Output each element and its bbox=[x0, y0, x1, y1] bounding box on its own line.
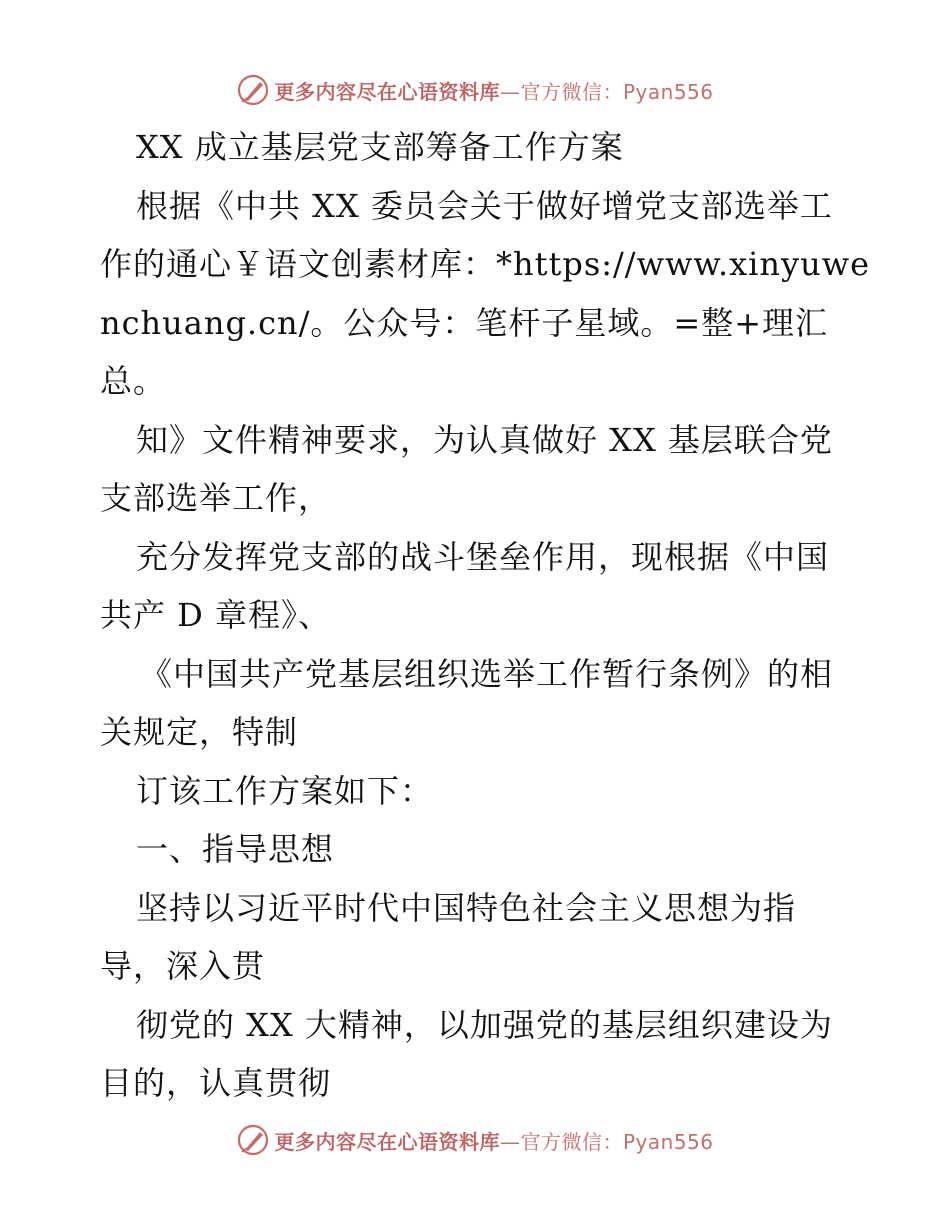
document-body bbox=[100, 118, 871, 1113]
doc-line: 目的，认真贯彻 bbox=[100, 1064, 332, 1102]
section-heading: 一、指导思想 bbox=[136, 830, 335, 868]
banner-text bbox=[274, 76, 713, 105]
doc-line: 共产 D 章程》、 bbox=[100, 596, 332, 634]
banner-lead-text: 更多内容尽在心语资料库 bbox=[274, 1129, 500, 1154]
doc-title: XX 成立基层党支部筹备工作方案 bbox=[136, 128, 624, 166]
doc-line: 支部选举工作， bbox=[100, 479, 332, 517]
doc-line: 作的通心￥语文创素材库：*https://www.xinyuwe bbox=[100, 245, 871, 283]
doc-line: 彻党的 XX 大精神，以加强党的基层组织建设为 bbox=[136, 1005, 833, 1044]
doc-line: 充分发挥党支部的战斗堡垒作用，现根据《中国 bbox=[136, 537, 830, 576]
banner-account: Pyan556 bbox=[622, 79, 714, 104]
header-watermark-banner bbox=[0, 70, 950, 110]
banner-official-label: 官方微信： bbox=[520, 79, 623, 104]
doc-line: 根据《中共 XX 委员会关于做好增党支部选举工 bbox=[136, 186, 833, 225]
doc-line: 订该工作方案如下： bbox=[136, 771, 434, 810]
doc-line: nchuang.cn/。公众号：笔杆子星域。=整+理汇 bbox=[100, 303, 829, 342]
quill-pen-logo-icon bbox=[236, 73, 270, 107]
banner-text bbox=[274, 1126, 713, 1155]
banner-official-label: 官方微信： bbox=[520, 1129, 623, 1154]
banner-lead-text: 更多内容尽在心语资料库 bbox=[274, 79, 500, 104]
doc-line: 导，深入贯 bbox=[100, 947, 266, 985]
banner-account: Pyan556 bbox=[622, 1129, 714, 1154]
doc-line: 《中国共产党基层组织选举工作暂行条例》的相 bbox=[140, 654, 834, 693]
doc-line: 总。 bbox=[100, 362, 167, 400]
doc-line: 关规定，特制 bbox=[100, 713, 299, 751]
banner-dash: — bbox=[499, 1129, 521, 1154]
footer-watermark-banner bbox=[0, 1120, 950, 1160]
doc-line: 坚持以习近平时代中国特色社会主义思想为指 bbox=[136, 888, 797, 927]
doc-line: 知》文件精神要求，为认真做好 XX 基层联合党 bbox=[136, 420, 833, 459]
quill-pen-logo-icon bbox=[236, 1123, 270, 1157]
banner-dash: — bbox=[499, 79, 521, 104]
